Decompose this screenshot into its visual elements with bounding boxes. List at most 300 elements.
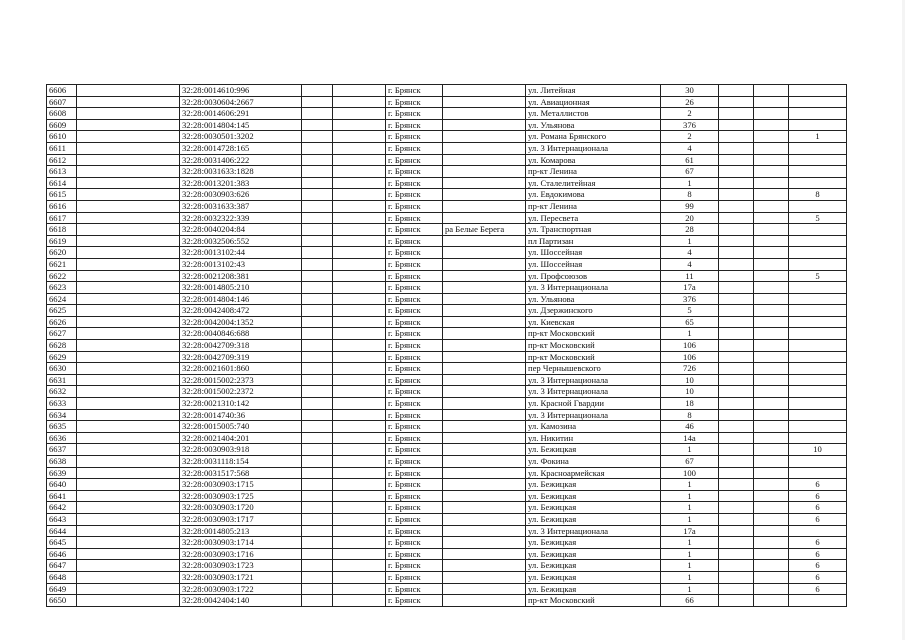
blank-cell	[302, 235, 333, 247]
cadastral-number-cell: 32:28:0030903:918	[180, 444, 302, 456]
cadastral-number-cell: 32:28:0021404:201	[180, 432, 302, 444]
blank-cell	[302, 444, 333, 456]
blank-cell	[302, 108, 333, 120]
city-cell: г. Брянск	[386, 85, 443, 97]
apartment-cell: 6	[789, 548, 847, 560]
blank-cell	[333, 560, 386, 572]
blank-cell	[719, 328, 754, 340]
blank-cell	[754, 583, 789, 595]
cadastral-number-cell: 32:28:0013102:44	[180, 247, 302, 259]
blank-cell	[77, 258, 180, 270]
cadastral-number-cell: 32:28:0030903:1725	[180, 490, 302, 502]
blank-cell	[302, 374, 333, 386]
city-cell: г. Брянск	[386, 548, 443, 560]
blank-cell	[302, 119, 333, 131]
table-row	[47, 560, 847, 572]
city-cell: г. Брянск	[386, 456, 443, 468]
blank-cell	[333, 328, 386, 340]
apartment-cell	[789, 316, 847, 328]
blank-cell	[77, 386, 180, 398]
house-number-cell: 1	[661, 177, 719, 189]
house-number-cell: 2	[661, 131, 719, 143]
row-number-cell: 6644	[47, 525, 77, 537]
blank-cell	[333, 432, 386, 444]
house-number-cell: 376	[661, 119, 719, 131]
blank-cell	[719, 142, 754, 154]
blank-cell	[754, 432, 789, 444]
locality-cell	[443, 386, 526, 398]
city-cell: г. Брянск	[386, 270, 443, 282]
blank-cell	[302, 479, 333, 491]
blank-cell	[333, 282, 386, 294]
table-row	[47, 479, 847, 491]
blank-cell	[719, 363, 754, 375]
blank-cell	[754, 513, 789, 525]
locality-cell	[443, 108, 526, 120]
blank-cell	[302, 583, 333, 595]
blank-cell	[77, 513, 180, 525]
blank-cell	[77, 351, 180, 363]
table-row	[47, 154, 847, 166]
blank-cell	[754, 560, 789, 572]
house-number-cell: 1	[661, 490, 719, 502]
blank-cell	[719, 525, 754, 537]
city-cell: г. Брянск	[386, 571, 443, 583]
blank-cell	[77, 456, 180, 468]
blank-cell	[754, 142, 789, 154]
city-cell: г. Брянск	[386, 444, 443, 456]
locality-cell	[443, 96, 526, 108]
apartment-cell	[789, 398, 847, 410]
row-number-cell: 6628	[47, 340, 77, 352]
cadastral-number-cell: 32:28:0042004:1352	[180, 316, 302, 328]
blank-cell	[302, 513, 333, 525]
street-cell: ул. Ульянова	[526, 293, 661, 305]
blank-cell	[77, 282, 180, 294]
blank-cell	[302, 595, 333, 607]
street-cell: ул. Бежицкая	[526, 513, 661, 525]
city-cell: г. Брянск	[386, 490, 443, 502]
apartment-cell: 6	[789, 583, 847, 595]
blank-cell	[302, 525, 333, 537]
locality-cell	[443, 340, 526, 352]
blank-cell	[719, 467, 754, 479]
blank-cell	[754, 247, 789, 259]
table-row	[47, 374, 847, 386]
blank-cell	[333, 119, 386, 131]
apartment-cell	[789, 166, 847, 178]
blank-cell	[302, 189, 333, 201]
blank-cell	[77, 270, 180, 282]
locality-cell	[443, 258, 526, 270]
house-number-cell: 2	[661, 108, 719, 120]
house-number-cell: 1	[661, 513, 719, 525]
table-row	[47, 432, 847, 444]
table-row	[47, 258, 847, 270]
apartment-cell: 6	[789, 513, 847, 525]
city-cell: г. Брянск	[386, 224, 443, 236]
apartment-cell: 5	[789, 270, 847, 282]
blank-cell	[754, 351, 789, 363]
blank-cell	[754, 119, 789, 131]
blank-cell	[302, 142, 333, 154]
blank-cell	[302, 537, 333, 549]
table-row	[47, 595, 847, 607]
blank-cell	[333, 340, 386, 352]
street-cell: ул. Литейная	[526, 85, 661, 97]
row-number-cell: 6634	[47, 409, 77, 421]
cadastral-number-cell: 32:28:0014805:210	[180, 282, 302, 294]
table-row	[47, 537, 847, 549]
blank-cell	[333, 456, 386, 468]
registry-table	[46, 84, 847, 607]
blank-cell	[77, 363, 180, 375]
blank-cell	[333, 467, 386, 479]
row-number-cell: 6640	[47, 479, 77, 491]
blank-cell	[719, 595, 754, 607]
house-number-cell: 8	[661, 189, 719, 201]
cadastral-number-cell: 32:28:0031633:387	[180, 200, 302, 212]
table-row	[47, 363, 847, 375]
locality-cell	[443, 374, 526, 386]
street-cell: ул. Ульянова	[526, 119, 661, 131]
blank-cell	[302, 166, 333, 178]
blank-cell	[77, 316, 180, 328]
cadastral-number-cell: 32:28:0030903:1720	[180, 502, 302, 514]
street-cell: пр-кт Московский	[526, 340, 661, 352]
blank-cell	[333, 142, 386, 154]
blank-cell	[719, 270, 754, 282]
street-cell: пр-кт Московский	[526, 595, 661, 607]
blank-cell	[333, 490, 386, 502]
apartment-cell	[789, 177, 847, 189]
street-cell: ул. Бежицкая	[526, 571, 661, 583]
blank-cell	[333, 363, 386, 375]
locality-cell	[443, 247, 526, 259]
city-cell: г. Брянск	[386, 525, 443, 537]
city-cell: г. Брянск	[386, 479, 443, 491]
cadastral-number-cell: 32:28:0030903:1721	[180, 571, 302, 583]
house-number-cell: 30	[661, 85, 719, 97]
house-number-cell: 20	[661, 212, 719, 224]
row-number-cell: 6622	[47, 270, 77, 282]
apartment-cell: 1	[789, 131, 847, 143]
row-number-cell: 6619	[47, 235, 77, 247]
house-number-cell: 67	[661, 456, 719, 468]
street-cell: ул. Бежицкая	[526, 502, 661, 514]
blank-cell	[719, 85, 754, 97]
locality-cell	[443, 270, 526, 282]
table-row	[47, 235, 847, 247]
street-cell: ул. Красноармейская	[526, 467, 661, 479]
blank-cell	[302, 328, 333, 340]
cadastral-number-cell: 32:28:0031118:154	[180, 456, 302, 468]
street-cell: ул. Транспортная	[526, 224, 661, 236]
blank-cell	[333, 131, 386, 143]
blank-cell	[719, 386, 754, 398]
cadastral-number-cell: 32:28:0013102:43	[180, 258, 302, 270]
city-cell: г. Брянск	[386, 293, 443, 305]
city-cell: г. Брянск	[386, 200, 443, 212]
house-number-cell: 46	[661, 421, 719, 433]
blank-cell	[333, 212, 386, 224]
street-cell: ул. 3 Интернационала	[526, 525, 661, 537]
locality-cell	[443, 305, 526, 317]
street-cell: ул. Киевская	[526, 316, 661, 328]
house-number-cell: 26	[661, 96, 719, 108]
street-cell: ул. Бежицкая	[526, 560, 661, 572]
street-cell: пр-кт Ленина	[526, 200, 661, 212]
blank-cell	[302, 490, 333, 502]
street-cell: ул. Авиационная	[526, 96, 661, 108]
house-number-cell: 1	[661, 444, 719, 456]
city-cell: г. Брянск	[386, 502, 443, 514]
locality-cell	[443, 490, 526, 502]
blank-cell	[333, 247, 386, 259]
house-number-cell: 99	[661, 200, 719, 212]
row-number-cell: 6645	[47, 537, 77, 549]
apartment-cell	[789, 421, 847, 433]
blank-cell	[302, 571, 333, 583]
locality-cell	[443, 595, 526, 607]
city-cell: г. Брянск	[386, 421, 443, 433]
blank-cell	[754, 235, 789, 247]
blank-cell	[333, 166, 386, 178]
city-cell: г. Брянск	[386, 374, 443, 386]
locality-cell	[443, 560, 526, 572]
table-row	[47, 224, 847, 236]
city-cell: г. Брянск	[386, 328, 443, 340]
blank-cell	[333, 502, 386, 514]
table-row	[47, 177, 847, 189]
blank-cell	[77, 224, 180, 236]
apartment-cell	[789, 282, 847, 294]
cadastral-number-cell: 32:28:0030903:1717	[180, 513, 302, 525]
row-number-cell: 6624	[47, 293, 77, 305]
apartment-cell	[789, 386, 847, 398]
street-cell: ул. Красной Гвардии	[526, 398, 661, 410]
cadastral-number-cell: 32:28:0031517:568	[180, 467, 302, 479]
blank-cell	[719, 432, 754, 444]
row-number-cell: 6616	[47, 200, 77, 212]
blank-cell	[77, 479, 180, 491]
street-cell: ул. Фокина	[526, 456, 661, 468]
blank-cell	[719, 571, 754, 583]
locality-cell	[443, 583, 526, 595]
blank-cell	[333, 583, 386, 595]
city-cell: г. Брянск	[386, 166, 443, 178]
blank-cell	[754, 96, 789, 108]
blank-cell	[719, 224, 754, 236]
blank-cell	[754, 444, 789, 456]
blank-cell	[77, 467, 180, 479]
row-number-cell: 6646	[47, 548, 77, 560]
house-number-cell: 1	[661, 560, 719, 572]
apartment-cell	[789, 258, 847, 270]
locality-cell	[443, 513, 526, 525]
table-row	[47, 247, 847, 259]
blank-cell	[333, 525, 386, 537]
row-number-cell: 6610	[47, 131, 77, 143]
blank-cell	[302, 85, 333, 97]
street-cell: ул. Бежицкая	[526, 583, 661, 595]
house-number-cell: 5	[661, 305, 719, 317]
cadastral-number-cell: 32:28:0013201:383	[180, 177, 302, 189]
blank-cell	[333, 444, 386, 456]
cadastral-number-cell: 32:28:0014805:213	[180, 525, 302, 537]
blank-cell	[77, 409, 180, 421]
street-cell: ул. Шоссейная	[526, 247, 661, 259]
apartment-cell	[789, 85, 847, 97]
row-number-cell: 6626	[47, 316, 77, 328]
house-number-cell: 726	[661, 363, 719, 375]
blank-cell	[302, 456, 333, 468]
blank-cell	[333, 108, 386, 120]
blank-cell	[77, 189, 180, 201]
blank-cell	[719, 316, 754, 328]
house-number-cell: 28	[661, 224, 719, 236]
city-cell: г. Брянск	[386, 340, 443, 352]
blank-cell	[333, 96, 386, 108]
locality-cell	[443, 316, 526, 328]
blank-cell	[333, 85, 386, 97]
blank-cell	[754, 409, 789, 421]
row-number-cell: 6611	[47, 142, 77, 154]
blank-cell	[333, 351, 386, 363]
blank-cell	[333, 548, 386, 560]
city-cell: г. Брянск	[386, 595, 443, 607]
row-number-cell: 6625	[47, 305, 77, 317]
house-number-cell: 66	[661, 595, 719, 607]
cadastral-number-cell: 32:28:0032506:552	[180, 235, 302, 247]
blank-cell	[754, 166, 789, 178]
blank-cell	[719, 258, 754, 270]
table-row	[47, 85, 847, 97]
city-cell: г. Брянск	[386, 177, 443, 189]
blank-cell	[754, 502, 789, 514]
blank-cell	[302, 212, 333, 224]
row-number-cell: 6637	[47, 444, 77, 456]
blank-cell	[77, 108, 180, 120]
street-cell: ул. 3 Интернационала	[526, 409, 661, 421]
blank-cell	[719, 212, 754, 224]
blank-cell	[77, 247, 180, 259]
blank-cell	[719, 456, 754, 468]
blank-cell	[302, 351, 333, 363]
locality-cell	[443, 131, 526, 143]
city-cell: г. Брянск	[386, 583, 443, 595]
blank-cell	[333, 177, 386, 189]
locality-cell	[443, 456, 526, 468]
locality-cell	[443, 119, 526, 131]
blank-cell	[302, 305, 333, 317]
row-number-cell: 6613	[47, 166, 77, 178]
blank-cell	[302, 96, 333, 108]
blank-cell	[333, 374, 386, 386]
cadastral-number-cell: 32:28:0032322:339	[180, 212, 302, 224]
blank-cell	[77, 96, 180, 108]
blank-cell	[754, 282, 789, 294]
blank-cell	[719, 351, 754, 363]
blank-cell	[333, 293, 386, 305]
blank-cell	[719, 293, 754, 305]
cadastral-number-cell: 32:28:0030604:2667	[180, 96, 302, 108]
apartment-cell: 6	[789, 490, 847, 502]
locality-cell	[443, 189, 526, 201]
house-number-cell: 106	[661, 340, 719, 352]
city-cell: г. Брянск	[386, 560, 443, 572]
blank-cell	[754, 467, 789, 479]
apartment-cell	[789, 328, 847, 340]
blank-cell	[77, 548, 180, 560]
blank-cell	[77, 421, 180, 433]
blank-cell	[77, 177, 180, 189]
blank-cell	[719, 154, 754, 166]
blank-cell	[77, 200, 180, 212]
cadastral-number-cell: 32:28:0042709:318	[180, 340, 302, 352]
blank-cell	[302, 316, 333, 328]
row-number-cell: 6632	[47, 386, 77, 398]
blank-cell	[302, 386, 333, 398]
blank-cell	[719, 513, 754, 525]
house-number-cell: 106	[661, 351, 719, 363]
table-row	[47, 96, 847, 108]
cadastral-number-cell: 32:28:0042709:319	[180, 351, 302, 363]
apartment-cell: 10	[789, 444, 847, 456]
apartment-cell: 6	[789, 502, 847, 514]
blank-cell	[754, 212, 789, 224]
blank-cell	[333, 595, 386, 607]
locality-cell	[443, 177, 526, 189]
row-number-cell: 6633	[47, 398, 77, 410]
blank-cell	[302, 247, 333, 259]
locality-cell	[443, 525, 526, 537]
blank-cell	[754, 305, 789, 317]
blank-cell	[719, 305, 754, 317]
blank-cell	[754, 537, 789, 549]
table-row	[47, 131, 847, 143]
row-number-cell: 6615	[47, 189, 77, 201]
locality-cell	[443, 467, 526, 479]
apartment-cell	[789, 467, 847, 479]
apartment-cell: 8	[789, 189, 847, 201]
cadastral-number-cell: 32:28:0031406:222	[180, 154, 302, 166]
cadastral-number-cell: 32:28:0030903:1723	[180, 560, 302, 572]
blank-cell	[754, 293, 789, 305]
table-row	[47, 166, 847, 178]
blank-cell	[77, 432, 180, 444]
locality-cell	[443, 537, 526, 549]
blank-cell	[77, 560, 180, 572]
table-row	[47, 513, 847, 525]
locality-cell	[443, 235, 526, 247]
blank-cell	[333, 409, 386, 421]
street-cell: ул. Романа Брянского	[526, 131, 661, 143]
blank-cell	[719, 282, 754, 294]
blank-cell	[77, 537, 180, 549]
blank-cell	[77, 490, 180, 502]
blank-cell	[333, 258, 386, 270]
row-number-cell: 6618	[47, 224, 77, 236]
city-cell: г. Брянск	[386, 513, 443, 525]
blank-cell	[719, 374, 754, 386]
blank-cell	[719, 479, 754, 491]
blank-cell	[302, 282, 333, 294]
house-number-cell: 1	[661, 583, 719, 595]
house-number-cell: 1	[661, 235, 719, 247]
apartment-cell: 6	[789, 571, 847, 583]
blank-cell	[77, 583, 180, 595]
